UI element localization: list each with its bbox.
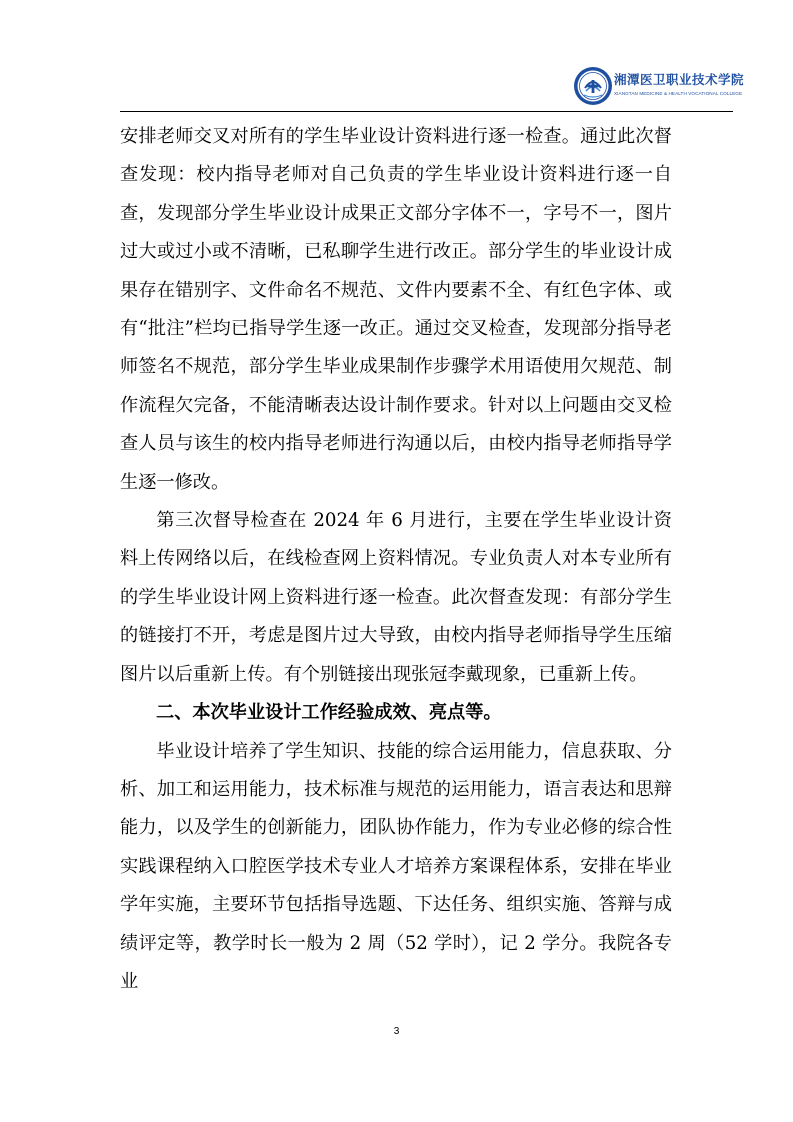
- paragraph-third-inspection: 第三次督导检查在 2024 年 6 月进行，主要在学生毕业设计资料上传网络以后，在线检查网上资料情况。专业负责人对本专业所有的学生毕业设计网上资料进行逐一检查。此次督查发现：有部分学生的链接打不开，考虑是图片过大导致，由校内指导老师指导学生压缩图片以后重新上传。有个别链接出现张冠李戴现象，已重新上传。: [120, 510, 672, 685]
- page-number: 3: [393, 1026, 400, 1037]
- header-divider: [120, 111, 733, 112]
- section-heading: 二、本次毕业设计工作经验成效、亮点等。: [156, 702, 502, 724]
- document-body: [120, 118, 672, 1001]
- college-name-cn: 湘潭医卫职业技术学院: [614, 72, 745, 87]
- paragraph-graduation-design: 毕业设计培养了学生知识、技能的综合运用能力，信息获取、分析、加工和运用能力，技术标准与规范的运用能力，语言表达和思辩能力，以及学生的创新能力，团队协作能力，作为专业必修的综合性实践课程纳入口腔医学技术专业人才培养方案课程体系，安排在毕业学年实施，主要环节包括指导选题、下达任务、组织实施、答辩与成绩评定等，教学时长一般为 2 周（52 学时），记 2 学分。我院各专业: [120, 740, 672, 992]
- college-logo-text: [614, 70, 745, 96]
- college-name-en: XIANGTAN MEDICINE & HEALTH VOCATIONAL COLLEGE: [614, 91, 743, 96]
- college-logo-icon: [573, 66, 613, 106]
- paragraph-continued: 安排老师交叉对所有的学生毕业设计资料进行逐一检查。通过此次督查发现：校内指导老师对自己负责的学生毕业设计资料进行逐一自查，发现部分学生毕业设计成果正文部分字体不一，字号不一，图片过大或过小或不清晰，已私聊学生进行改正。部分学生的毕业设计成果存在错别字、文件命名不规范、文件内要素不全、有红色字体、或有“批注”栏均已指导学生逐一改正。通过交叉检查，发现部分指导老师签名不规范，部分学生毕业成果制作步骤学术用语使用欠规范、制作流程欠完备，不能清晰表达设计制作要求。针对以上问题由交叉检查人员与该生的校内指导老师进行沟通以后，由校内指导老师指导学生逐一修改。: [120, 126, 672, 493]
